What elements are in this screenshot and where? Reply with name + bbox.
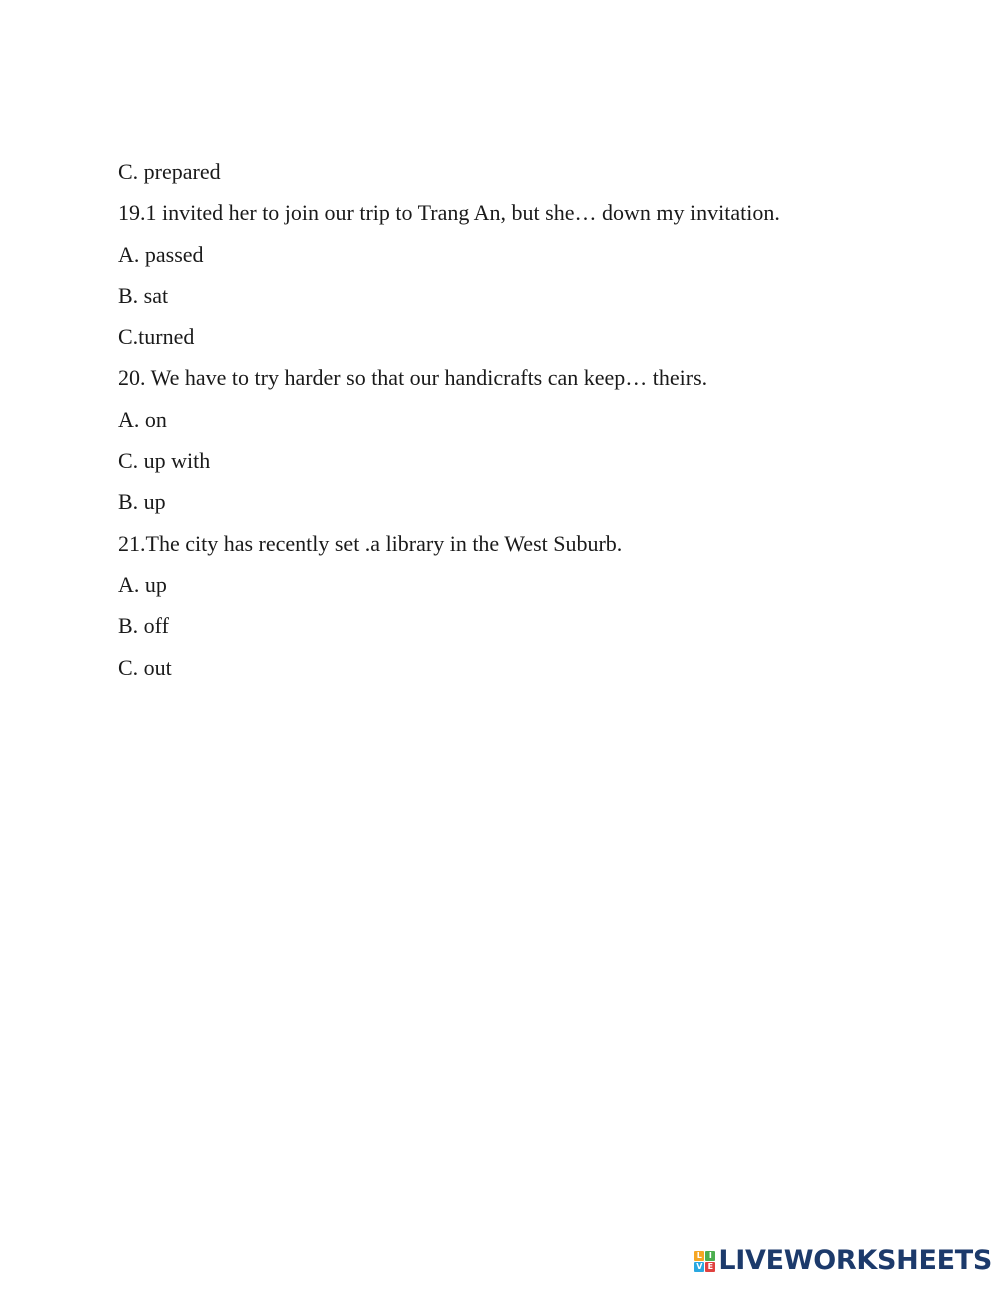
answer-option: A. on: [118, 406, 167, 432]
worksheet-content: [118, 155, 780, 692]
answer-option: B. sat: [118, 282, 169, 308]
answer-option: C. up with: [118, 448, 211, 474]
badge-letter: E: [705, 1262, 715, 1272]
badge-letter: I: [705, 1251, 715, 1261]
live-badge-icon: [694, 1251, 715, 1272]
question-text: 19.1 invited her to join our trip to Trang An, but she… down my invitation.: [118, 200, 780, 226]
answer-option: B. off: [118, 613, 169, 639]
badge-letter: V: [696, 1261, 703, 1271]
answer-option: C.turned: [118, 324, 195, 350]
question-text: 20. We have to try harder so that our handicrafts can keep… theirs.: [118, 365, 708, 391]
answer-option: C. prepared: [118, 159, 221, 184]
question-text: 21.The city has recently set .a library in the West Suburb.: [118, 530, 623, 556]
answer-option: C. out: [118, 654, 172, 680]
liveworksheets-logo: [694, 1246, 992, 1276]
answer-option: A. passed: [118, 241, 204, 267]
answer-option: B. up: [118, 489, 166, 515]
answer-option: A. up: [118, 571, 167, 597]
brand-wordmark: LIVEWORKSHEETS: [718, 1245, 992, 1276]
badge-letter: L: [694, 1251, 704, 1261]
